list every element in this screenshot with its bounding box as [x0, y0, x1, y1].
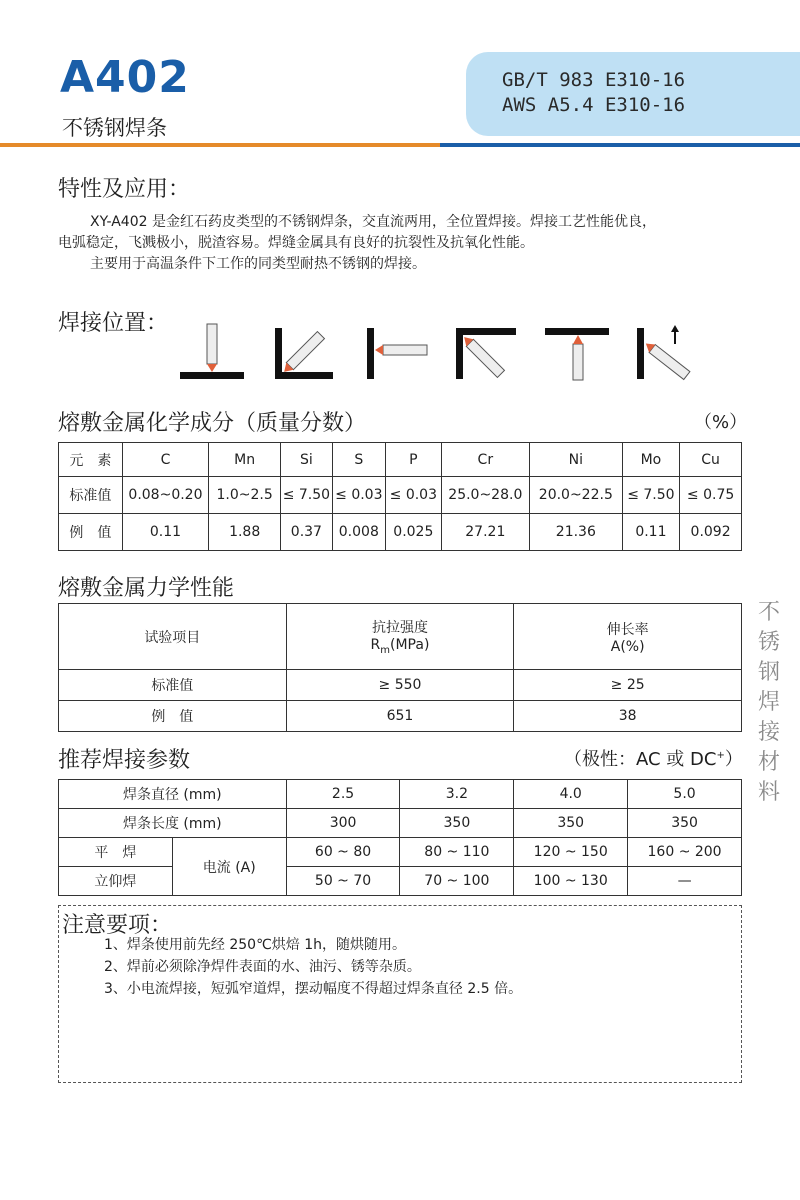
params-cell: —: [628, 867, 742, 896]
standards-box: [466, 52, 800, 136]
chemistry-heading: 熔敷金属化学成分（质量分数）: [58, 411, 367, 436]
note-item-2: 2、焊前必须除净焊件表面的水、油污、锈等杂质。: [104, 959, 421, 975]
chemistry-cell: ≤ 0.75: [680, 477, 742, 514]
chemistry-cell: 0.37: [281, 514, 332, 551]
tensile-unit-line: [287, 637, 514, 656]
chemistry-header-cell: P: [386, 443, 442, 477]
mechanical-cell: 651: [286, 701, 514, 732]
params-cell: 350: [628, 809, 742, 838]
chemistry-cell: 0.08~0.20: [122, 477, 208, 514]
params-cell: 350: [400, 809, 514, 838]
chemistry-cell: 25.0~28.0: [441, 477, 529, 514]
params-table: [58, 779, 742, 896]
chemistry-table: [58, 442, 742, 551]
mechanical-row-example: [59, 701, 742, 732]
side-char: 料: [757, 780, 780, 805]
chemistry-header-cell: C: [122, 443, 208, 477]
features-line-3: 主要用于高温条件下工作的同类型耐热不锈钢的焊接。: [90, 256, 426, 272]
params-cell: 60 ~ 80: [286, 838, 400, 867]
mechanical-cell: 标准值: [59, 670, 287, 701]
notes-heading: 注意要项：: [62, 913, 173, 938]
mechanical-cell: ≥ 25: [514, 670, 742, 701]
polarity-prefix: （极性：AC 或 DC: [564, 749, 717, 770]
chemistry-header-cell: S: [332, 443, 385, 477]
side-char: 材: [757, 750, 780, 775]
chemistry-header-row: [59, 443, 742, 477]
params-cell: 50 ~ 70: [286, 867, 400, 896]
chemistry-cell: 0.092: [680, 514, 742, 551]
chemistry-header-cell: Cu: [680, 443, 742, 477]
mechanical-cell: ≥ 550: [286, 670, 514, 701]
mechanical-table: [58, 603, 742, 732]
header-divider: [0, 143, 800, 147]
vertical-up-icon: [637, 325, 690, 379]
params-cell: 4.0: [514, 780, 628, 809]
chemistry-cell: ≤ 0.03: [332, 477, 385, 514]
side-vertical-text: [756, 598, 782, 808]
features-line-2: 电弧稳定，飞溅极小，脱渣容易。焊缝金属具有良好的抗裂性及抗氧化性能。: [58, 235, 534, 251]
params-label: 立仰焊: [59, 867, 173, 896]
mechanical-header-tensile: [286, 604, 514, 670]
polarity-suffix: ）: [724, 749, 743, 770]
welding-positions-diagram: [175, 322, 705, 386]
features-line-1: XY-A402 是金红石药皮类型的不锈钢焊条，交直流两用，全位置焊接。焊接工艺性能优良，: [90, 214, 656, 230]
params-label: 焊条直径 (mm): [59, 780, 287, 809]
note-item-3: 3、小电流焊接，短弧窄道焊，摆动幅度不得超过焊条直径 2.5 倍。: [104, 981, 523, 997]
standard-gb: GB/T 983 E310-16: [502, 69, 686, 91]
overhead-position-icon: [545, 328, 609, 380]
params-row-diameter: [59, 780, 742, 809]
params-label: 平 焊: [59, 838, 173, 867]
chemistry-header-cell: Mo: [622, 443, 680, 477]
chemistry-header-cell: Cr: [441, 443, 529, 477]
chemistry-row-example: [59, 514, 742, 551]
chemistry-row-standard: [59, 477, 742, 514]
side-char: 锈: [757, 630, 780, 655]
chemistry-cell: 0.11: [622, 514, 680, 551]
chemistry-cell: 20.0~22.5: [530, 477, 623, 514]
params-cell: 300: [286, 809, 400, 838]
params-label: 焊条长度 (mm): [59, 809, 287, 838]
mechanical-cell: 38: [514, 701, 742, 732]
params-current-label: 电流 (A): [172, 838, 286, 896]
params-cell: 3.2: [400, 780, 514, 809]
horizontal-fillet-icon: [275, 328, 333, 379]
tensile-symbol-sub: m: [380, 644, 391, 656]
chemistry-cell: 0.11: [122, 514, 208, 551]
mechanical-row-standard: [59, 670, 742, 701]
params-cell: 160 ~ 200: [628, 838, 742, 867]
standard-aws: AWS A5.4 E310-16: [502, 94, 686, 116]
tensile-unit: (MPa): [390, 637, 430, 654]
flat-position-icon: [180, 324, 244, 379]
mechanical-cell: 例 值: [59, 701, 287, 732]
chemistry-cell: ≤ 7.50: [622, 477, 680, 514]
params-cell: 350: [514, 809, 628, 838]
features-heading: 特性及应用：: [58, 177, 191, 202]
side-char: 接: [757, 720, 780, 745]
elongation-label: 伸长率: [606, 621, 649, 638]
side-char: 不: [757, 600, 780, 625]
chemistry-header-cell: Ni: [530, 443, 623, 477]
mechanical-header-row: [59, 604, 742, 670]
side-char: 钢: [757, 660, 780, 685]
overhead-fillet-icon: [456, 328, 516, 379]
polarity-note: [564, 745, 743, 771]
mechanical-heading: 熔敷金属力学性能: [58, 576, 235, 601]
elongation-unit: A(%): [610, 638, 645, 655]
chemistry-cell: 27.21: [441, 514, 529, 551]
mechanical-header-elongation: [514, 604, 742, 670]
side-char: 焊: [757, 690, 780, 715]
horizontal-position-icon: [367, 328, 427, 379]
chemistry-unit: （%）: [694, 412, 748, 433]
positions-heading: 焊接位置：: [58, 311, 169, 336]
chemistry-cell: 标准值: [59, 477, 123, 514]
params-cell: 100 ~ 130: [514, 867, 628, 896]
params-row-flat: [59, 838, 742, 867]
chemistry-cell: 例 值: [59, 514, 123, 551]
params-cell: 80 ~ 110: [400, 838, 514, 867]
chemistry-cell: ≤ 7.50: [281, 477, 332, 514]
params-row-vertical: [59, 867, 742, 896]
chemistry-cell: 1.88: [209, 514, 281, 551]
product-code: A402: [60, 52, 190, 103]
params-heading: 推荐焊接参数: [58, 748, 191, 773]
params-row-length: [59, 809, 742, 838]
params-cell: 70 ~ 100: [400, 867, 514, 896]
note-item-1: 1、焊条使用前先经 250℃烘焙 1h，随烘随用。: [104, 937, 407, 953]
params-cell: 5.0: [628, 780, 742, 809]
params-cell: 2.5: [286, 780, 400, 809]
chemistry-header-cell: Si: [281, 443, 332, 477]
mechanical-header-item: 试验项目: [59, 604, 287, 670]
chemistry-header-cell: Mn: [209, 443, 281, 477]
chemistry-cell: 0.008: [332, 514, 385, 551]
polarity-sup: +: [716, 750, 725, 761]
chemistry-header-cell: 元 素: [59, 443, 123, 477]
chemistry-cell: 21.36: [530, 514, 623, 551]
params-cell: 120 ~ 150: [514, 838, 628, 867]
chemistry-cell: 1.0~2.5: [209, 477, 281, 514]
tensile-symbol: R: [370, 637, 381, 654]
chemistry-cell: ≤ 0.03: [386, 477, 442, 514]
product-name: 不锈钢焊条: [62, 116, 167, 140]
tensile-label: 抗拉强度: [371, 620, 428, 637]
chemistry-cell: 0.025: [386, 514, 442, 551]
